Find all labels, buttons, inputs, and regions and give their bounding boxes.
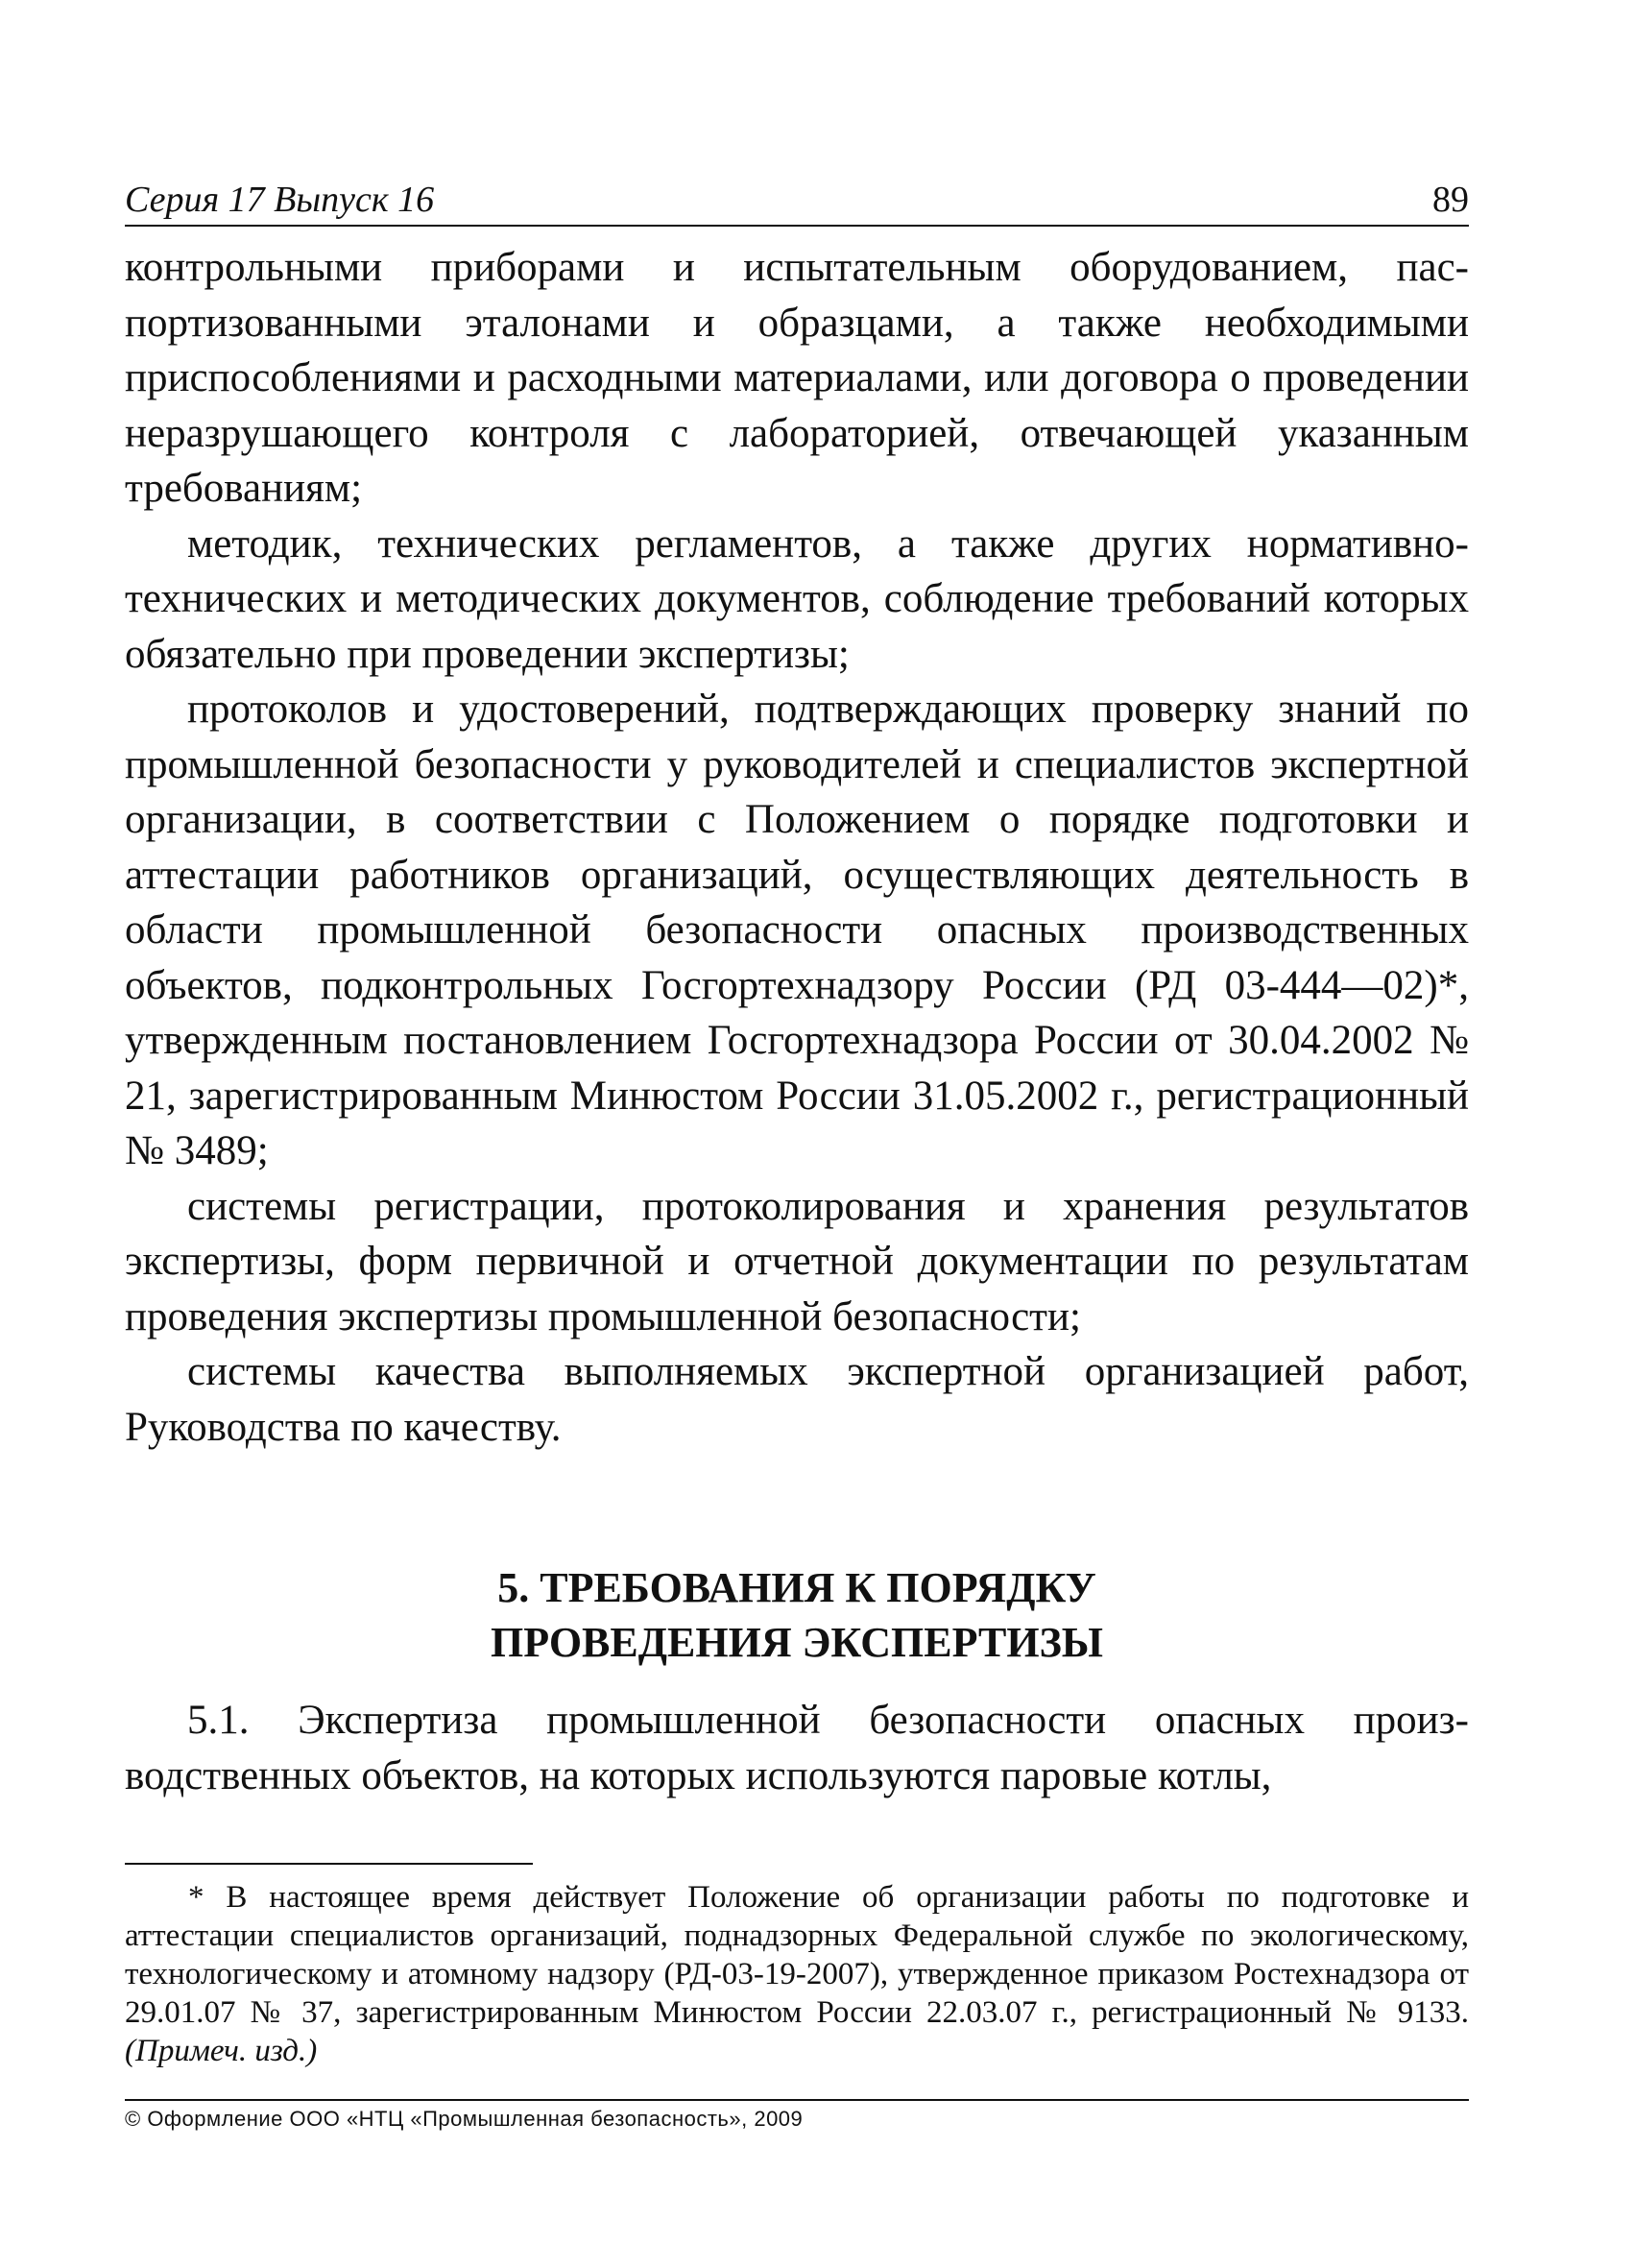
paragraph: методик, технических регламентов, а также других нормативно-технических и методических документов, соблюдение требований которых обязательно при проведении экспертизы; <box>125 520 1469 677</box>
section-heading-line: ПРОВЕДЕНИЯ ЭКСПЕРТИЗЫ <box>490 1619 1104 1666</box>
document-page <box>125 171 1469 2226</box>
copyright-line: © Оформление ООО «НТЦ «Промышленная безопасность», 2009 <box>125 2107 804 2131</box>
series-title: Серия 17 Выпуск 16 <box>125 180 435 220</box>
body-text <box>125 240 1469 1455</box>
section-heading-line: 5. ТРЕБОВАНИЯ К ПОРЯДКУ <box>497 1564 1096 1611</box>
paragraph: протоколов и удостоверений, подтверждающих проверку знаний по промышленной безопасности у руководителей и специалистов экспертной организации, в соответствии с Положением о порядке подготовки и аттестации работников организаций, осуществляющих деятельность в области промышленной безопасности опасных производственных объектов, подконтрольных Госгортехнадзору России (РД 03-444—02)*, утвержденным постановлением Госгортехнадзора России от 30.04.2002 № 21, зарегистрированным Минюстом России 31.05.2002 г., регистрационный № 3489; <box>125 687 1469 1173</box>
paragraph: 5.1. Экспертиза промышленной безопасности опасных производственных объектов, на которых используются паровые котлы, <box>125 1698 1469 1798</box>
paragraph: системы качества выполняемых экспертной организацией работ, Руководства по качеству. <box>125 1349 1469 1450</box>
footnote <box>125 1878 1469 2070</box>
footnote-marker: * <box>188 1880 227 1915</box>
section-heading <box>125 1560 1469 1670</box>
paragraph: контрольными приборами и испытательным оборудованием, паспортизованными эталонами и образцами, а также необходимыми приспособлениями и расходными материалами, или договора о проведении неразрушающего контроля с лабораторией, отвечающей указанным требованиям; <box>125 245 1469 511</box>
section-body <box>125 1693 1469 1803</box>
paragraph: системы регистрации, протоколирования и хранения результатов экспертизы, форм первичной и отчетной документации по результатам проведения экспертизы промышленной безопасности; <box>125 1183 1469 1339</box>
page-number: 89 <box>1432 180 1469 220</box>
footnote-text: В настоящее время действует Положение об организации работы по подготовке и аттестации специалистов организаций, поднадзорных Федеральной службе по экологическому, технологическому и атомному надзору (РД-03-19-2007), утвержденное приказом Ростехнадзора от 29.01.07 № 37, зарегистрированным Минюстом России 22.03.07 г., регистрационный № 9133. <box>125 1880 1469 2030</box>
footnote-note: (Примеч. изд.) <box>125 2034 318 2068</box>
footnote-divider <box>125 1863 533 1865</box>
copyright-divider <box>125 2099 1469 2101</box>
running-header <box>125 171 1469 227</box>
